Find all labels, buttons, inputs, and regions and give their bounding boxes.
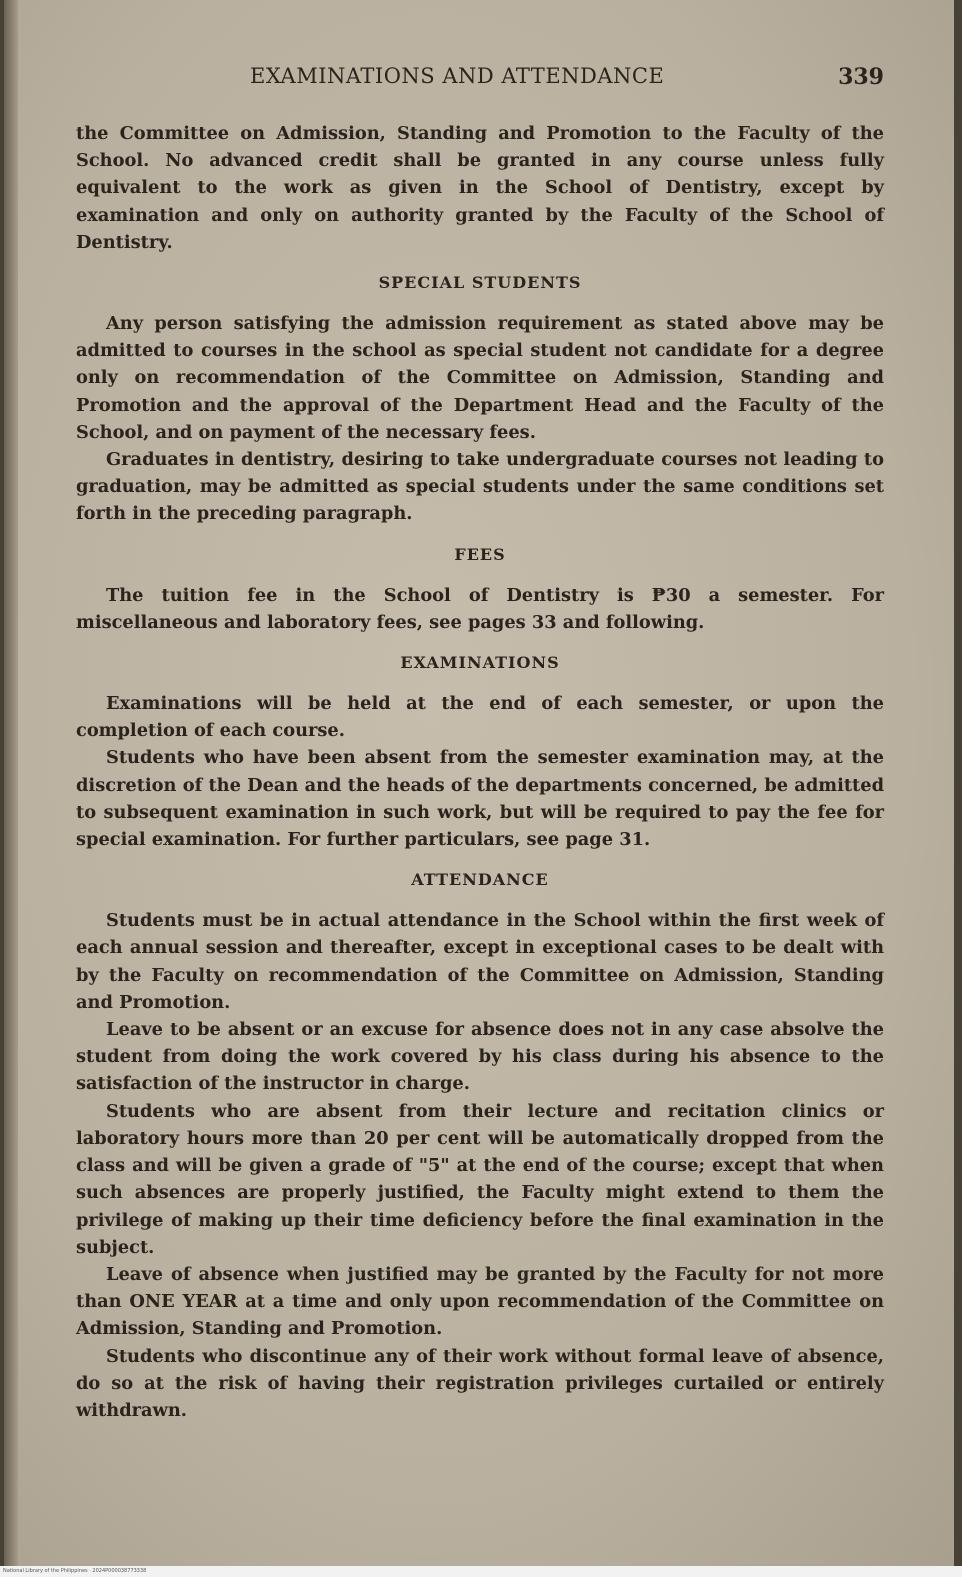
- paragraph-attendance-1: Students must be in actual attendance in the School within the first week of each annual session and thereafter, except in exceptional cases to be dealt with by the Faculty on recommendation of the Committee on Admission, Standing and Promotion.: [76, 910, 884, 1013]
- section-heading-attendance: ATTENDANCE: [411, 870, 549, 890]
- scan-footer: National Library of the Philippines · 2024P000038773338: [0, 1566, 962, 1577]
- section-heading-examinations: EXAMINATIONS: [400, 653, 560, 673]
- paragraph-attendance-4: Leave of absence when justified may be granted by the Faculty for not more than ONE YEAR at a time and only upon recommendation of the Committee on Admission, Standing and Promotion.: [76, 1263, 884, 1340]
- paragraph-admission-continued: the Committee on Admission, Standing and Promotion to the Faculty of the School. No advanced credit shall be granted in any course unless fully equivalent to the work as given in the School of Dentistry, except by examination and only on authority granted by the Faculty of the School of Dentistry.: [76, 123, 884, 253]
- paragraph-examinations-2: Students who have been absent from the semester examination may, at the discretion of the Dean and the heads of the departments concerned, be admitted to subsequent examination in such work, but will be required to pay the fee for special examination. For further particulars, see page 31.: [76, 747, 884, 851]
- paragraph-attendance-2: Leave to be absent or an excuse for absence does not in any case absolve the student from doing the work covered by his class during his absence to the satisfaction of the instructor in charge.: [76, 1019, 884, 1095]
- paragraph-fees: The tuition fee in the School of Dentistry is ₱30 a semester. For miscellaneous and laboratory fees, see pages 33 and following.: [76, 584, 884, 633]
- document-page: [4, 0, 954, 1566]
- section-heading-special-students: SPECIAL STUDENTS: [378, 273, 582, 293]
- paragraph-special-students-1: Any person satisfying the admission requirement as stated above may be admitted to courses in the school as special student not candidate for a degree only on recommendation of the Committee on Admission, Standing and Promotion and the approval of the Department Head and the Faculty of the School, and on payment of the necessary fees.: [76, 313, 884, 443]
- book-spine-edge: [4, 0, 18, 1566]
- paragraph-attendance-5: Students who discontinue any of their work without formal leave of absence, do so at the risk of having their registration privileges curtailed or entirely withdrawn.: [76, 1345, 884, 1421]
- page-body: [76, 120, 884, 1424]
- paragraph-examinations-1: Examinations will be held at the end of each semester, or upon the completion of each course.: [76, 693, 884, 742]
- paragraph-attendance-3: Students who are absent from their lecture and recitation clinics or laboratory hours more than 20 per cent will be automatically dropped from the class and will be given a grade of "5" at the end of the course; except that when such absences are properly justified, the Faculty might extend to them the privilege of making up their time deficiency before the final examination in the subject.: [76, 1100, 884, 1258]
- page-number: 339: [838, 64, 884, 90]
- section-heading-fees: FEES: [454, 544, 506, 564]
- paragraph-special-students-2: Graduates in dentistry, desiring to take undergraduate courses not leading to graduation, may be admitted as special students under the same conditions set forth in the preceding paragraph.: [76, 449, 884, 525]
- running-header: [80, 64, 890, 100]
- header-title: EXAMINATIONS AND ATTENDANCE: [250, 64, 665, 88]
